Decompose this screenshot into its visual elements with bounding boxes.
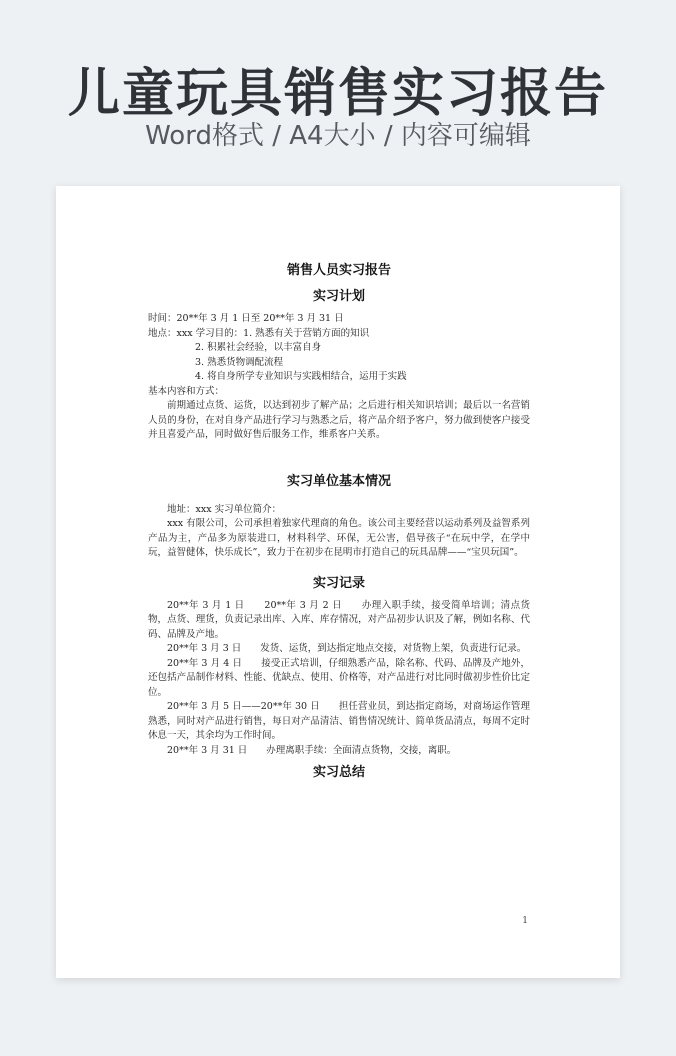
record-entry-3: 20**年 3 月 4 日 接受正式培训，仔细熟悉产品，除名称、代码、品牌及产地外，还包括产品制作材料、性能、优缺点、使用、价格等，对产品进行对比同时做初步性价比定位。 [148, 657, 530, 698]
document-title: 销售人员实习报告 [286, 263, 391, 278]
record-entry-4: 20**年 3 月 5 日——20**年 30 日 担任营业员，到达指定商场，对商场运作管理熟悉，同时对产品进行销售，每日对产品清洁、销售情况统计、简单货品清点，每周不定时休息一天，其余均为工作时间。 [148, 701, 530, 741]
record-entry-1: 20**年 3 月 1 日 20**年 3 月 2 日 办理入职手续，接受简单培训；清点货物，点货、理货，负责记录出库、入库、库存情况，对产品初步认识及了解，例如名称、代码、品牌及产地。 [148, 599, 530, 640]
records-heading: 实习记录 [312, 575, 365, 591]
banner-title: 儿童玩具销售实习报告 [67, 64, 608, 124]
summary-heading: 实习总结 [312, 765, 365, 780]
plan-goal-3: 3. 熟悉货物调配流程 [195, 356, 284, 368]
plan-place-goal-1: 地点：xxx 学习目的：1. 熟悉有关于营销方面的知识 [148, 327, 370, 339]
record-entry-5: 20**年 3 月 31 日 办理离职手续：全面清点货物，交接，离职。 [167, 744, 457, 756]
unit-intro: xxx 有限公司，公司承担着独家代理商的角色。该公司主要经营以运动系列及益智系列产品为主，产品多为原装进口，材料科学、环保，无公害，倡导孩子“在玩中学，在学中玩，益智健体，快乐成长”，致力于在初步在昆明市打造自己的玩具品牌——“宝贝玩国”。 [148, 518, 530, 558]
plan-goal-4: 4. 将自身所学专业知识与实践相结合，运用于实践 [195, 371, 407, 382]
document-page [56, 186, 620, 978]
page-number: 1 [522, 916, 528, 926]
unit-heading: 实习单位基本情况 [286, 473, 391, 489]
record-entry-2: 20**年 3 月 3 日 发货、运货，到达指定地点交接，对货物上架，负责进行记录。 [167, 643, 527, 654]
plan-content-text: 前期通过点货、运货，以达到初步了解产品；之后进行相关知识培训；最后以一名营销人员的身份，在对自身产品进行学习与熟悉之后，将产品介绍予客户，努力做到使客户接受并且喜爱产品，同时做好售后服务工作，维系客户关系。 [148, 400, 530, 440]
plan-time: 时间：20**年 3 月 1 日至 20**年 3 月 31 日 [148, 313, 344, 324]
plan-content-label: 基本内容和方式： [148, 385, 225, 397]
plan-goal-2: 2. 积累社会经验，以丰富自身 [195, 342, 322, 353]
banner-subtitle: Word格式 / A4大小 / 内容可编辑 [145, 121, 531, 151]
document-body [148, 262, 530, 788]
plan-heading: 实习计划 [312, 289, 365, 304]
unit-address: 地址：xxx 实习单位简介： [167, 503, 282, 515]
